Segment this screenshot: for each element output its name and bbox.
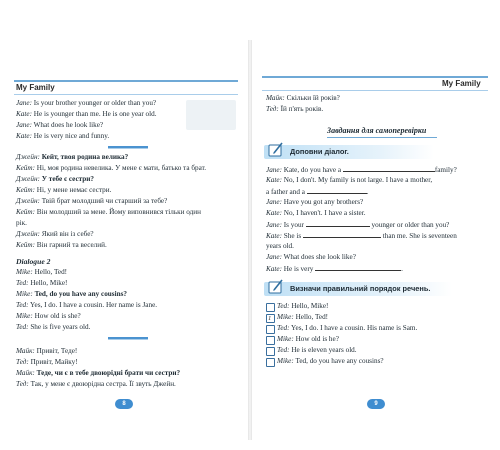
task2-header — [264, 282, 452, 296]
translation-line: Кейт: Він гарний та веселий. — [16, 241, 107, 249]
dialogue2-line: Mike: Ted, do you have any cousins? — [16, 290, 127, 298]
translation-line: Кейт: Він молодший за мене. Йому виповнився тільки один — [16, 208, 201, 216]
order-checkbox[interactable]: 1 — [266, 314, 275, 323]
order-line: Ted: He is eleven years old. — [277, 346, 357, 354]
dialogue2-line: Mike: Hello, Ted! — [16, 268, 68, 276]
page-number: 8 — [115, 399, 133, 409]
dialogue2-line: Ted: Yes, I do. I have a cousin. Her name is Jane. — [16, 301, 158, 309]
separator — [108, 337, 148, 339]
fill-line: Kate: No, I don't. My family is not large. I have a mother, — [266, 176, 433, 184]
task2-label: Визначи правильний порядок речень. — [290, 284, 431, 293]
order-line: Ted: Hello, Mike! — [277, 302, 329, 310]
task1-label: Доповни діалог. — [290, 147, 349, 156]
order-line: Mike: Hello, Ted! — [277, 313, 329, 321]
answer-blank[interactable] — [343, 165, 435, 172]
dialogue2-line: Ted: Hello, Mike! — [16, 279, 68, 287]
header-rule — [262, 76, 488, 78]
fill-line: Jane: Kate, do you have a family? — [266, 166, 457, 174]
translation-line: Джейн: Твій брат молодший чи старший за тебе? — [16, 197, 168, 205]
fill-line: Kate: He is very . — [266, 265, 403, 273]
fill-line: Jane: Is your younger or older than you? — [266, 221, 450, 229]
section-title: Завдання для самоперевірки — [327, 126, 427, 135]
answer-blank[interactable] — [303, 231, 381, 238]
header-rule — [14, 80, 238, 82]
translation-line: Джейн: Кейт, твоя родина велика? — [16, 153, 129, 161]
fill-line: a father and a . — [266, 188, 369, 196]
dialogue2-title: Dialogue 2 — [16, 257, 51, 266]
right-page — [250, 0, 500, 450]
left-page-header: My Family — [16, 83, 55, 92]
fill-line: Kate: No, I haven't. I have a sister. — [266, 209, 366, 217]
fill-line: Jane: What does she look like? — [266, 253, 356, 261]
section-title-underline — [327, 137, 437, 138]
translation-line: Кейт: Ні, у мене немає сестри. — [16, 186, 112, 194]
dialogue1-line: Kate: He is younger than me. He is one year old. — [16, 110, 157, 118]
translation-line: Майк: Теде, чи є в тебе двоюрідні брати чи сестри? — [16, 369, 181, 377]
fill-line: Kate: She is than me. She is seventeen — [266, 232, 457, 240]
pencil-icon — [268, 141, 284, 157]
dialogue1-line: Jane: What does he look like? — [16, 121, 104, 129]
fill-line: years old. — [266, 242, 294, 250]
translation-line: Майк: Привіт, Теде! — [16, 347, 78, 355]
order-line: Ted: Yes, I do. I have a cousin. His name is Sam. — [277, 324, 418, 332]
answer-blank[interactable] — [306, 220, 370, 227]
order-checkbox[interactable] — [266, 325, 275, 334]
pencil-icon — [268, 278, 284, 294]
translation-line: Тед: Привіт, Майку! — [16, 358, 78, 366]
translation-line: рік. — [16, 219, 27, 227]
header-underline — [262, 90, 488, 91]
answer-blank[interactable] — [307, 187, 367, 194]
translation-line: Майк: Скільки їй років? — [266, 94, 340, 102]
order-checkbox[interactable] — [266, 358, 275, 367]
fill-line: Jane: Have you got any brothers? — [266, 198, 364, 206]
answer-blank[interactable] — [315, 264, 401, 271]
order-line: Mike: Ted, do you have any cousins? — [277, 357, 384, 365]
order-checkbox[interactable] — [266, 336, 275, 345]
translation-line: Кейт: Ні, моя родина невелика. У мене є мати, батько та брат. — [16, 164, 207, 172]
translation-line: Тед: Їй п'ять років. — [266, 105, 324, 113]
translation-line: Джейн: Який він із себе? — [16, 230, 94, 238]
page-number: 9 — [367, 399, 385, 409]
translation-line: Джейн: У тебе є сестри? — [16, 175, 94, 183]
order-line: Mike: How old is he? — [277, 335, 339, 343]
dialogue1-line: Jane: Is your brother younger or older than you? — [16, 99, 157, 107]
separator — [108, 146, 148, 148]
order-checkbox[interactable] — [266, 303, 275, 312]
dialogue2-line: Mike: How old is she? — [16, 312, 81, 320]
right-page-header: My Family — [442, 79, 481, 88]
dialogue2-line: Ted: She is five years old. — [16, 323, 91, 331]
order-checkbox[interactable] — [266, 347, 275, 356]
faded-illustration — [186, 100, 236, 130]
task1-header — [264, 145, 434, 159]
dialogue1-line: Kate: He is very nice and funny. — [16, 132, 110, 140]
header-underline — [14, 94, 238, 95]
translation-line: Тед: Так, у мене є двоюрідна сестра. Її звуть Джейн. — [16, 380, 176, 388]
